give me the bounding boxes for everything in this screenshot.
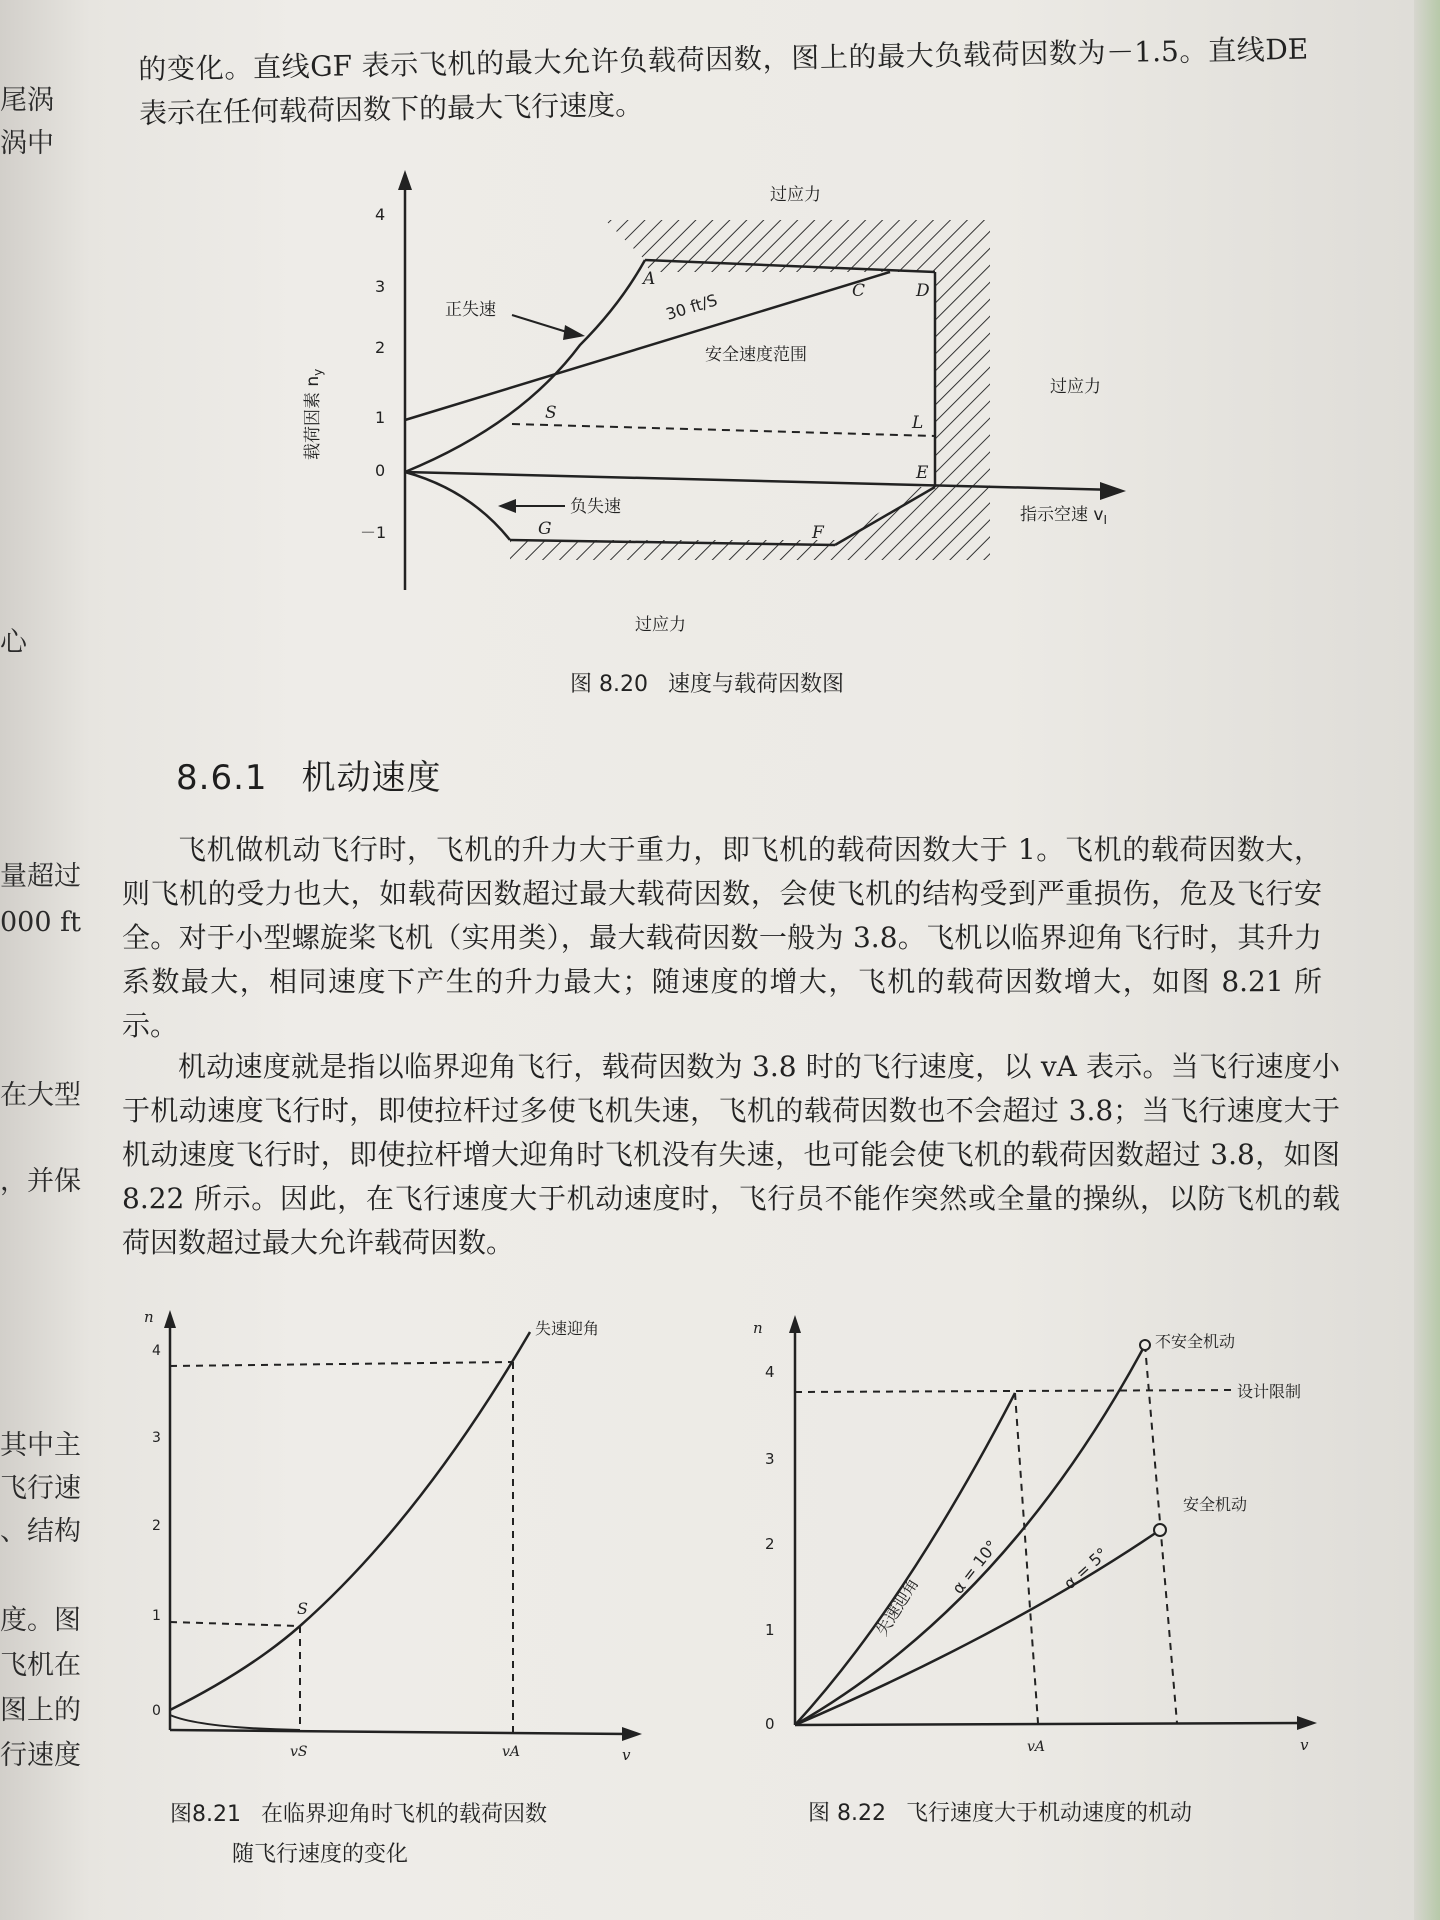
- y-tick: 3: [375, 277, 386, 296]
- load-4-dashed-line: [170, 1362, 513, 1366]
- margin-fragment: ，并保: [0, 1166, 81, 1197]
- paragraph-2: 机动速度就是指以临界迎角飞行，载荷因数为 3.8 时的飞行速度，以 vA 表示。当飞行速度小于机动速度飞行时，即使拉杆过多使飞机失速，飞机的载荷因数也不会超过 3.8；当飞行速度大于机动速度飞行时，即使拉杆增大迎角时飞机没有失速，也可能会使飞机的载荷因数超过 3.8，如图 8.22 所示。因此，在飞行速度大于机动速度时，飞行员不能作突然或全量的操纵，以防飞机的载荷因数超过最大允许载荷因数。: [122, 1050, 1340, 1259]
- alpha-10-curve: [795, 1345, 1145, 1725]
- svg-text:载荷因素 ny: 载荷因素 $n_y$: [303, 368, 325, 460]
- section-title: 机动速度: [301, 758, 442, 798]
- intro-paragraph: 的变化。直线GF 表示飞机的最大允许负载荷因数，图上的最大负载荷因数为－1.5。直线DE表示在任何载荷因数下的最大飞行速度。: [138, 32, 1309, 130]
- overstress-top-label: 过应力: [770, 185, 821, 205]
- y-axis-label: [303, 369, 325, 460]
- y-tick: 0: [375, 461, 386, 480]
- paragraph-1: 飞机做机动飞行时，飞机的升力大于重力，即飞机的载荷因数大于 1。飞机的载荷因数大，则飞机的受力也大，如载荷因数超过最大载荷因数，会使飞机的结构受到严重损伤，危及飞行安全。对于小型螺旋桨飞机（实用类），最大载荷因数一般为 3.8。飞机以临界迎角飞行时，其升力系数最大，相同速度下产生的升力最大；随速度的增大，飞机的载荷因数增大，如图 8.21 所示。: [122, 833, 1322, 1042]
- curve-label-alpha-10: α = 10°: [948, 1536, 1002, 1598]
- design-limit-line: [795, 1390, 1235, 1392]
- low-speed-curve: [170, 1715, 300, 1730]
- safe-region-label: 安全速度范围: [705, 345, 807, 365]
- positive-stall-arrowhead: [563, 325, 585, 340]
- point-label: A: [643, 269, 656, 289]
- figure-8-21: [140, 1300, 660, 1770]
- x-axis-label: v: [622, 1746, 631, 1764]
- x-axis-arrow: [622, 1727, 642, 1741]
- x-axis-label: 指示空速 $v_I$: [1020, 505, 1108, 527]
- y-tick: 0: [765, 1715, 775, 1733]
- gust-line-label: 30 ft/S: [663, 290, 720, 324]
- x-tick: vA: [502, 1744, 521, 1760]
- y-tick: 2: [375, 338, 386, 357]
- x-axis: [795, 1723, 1305, 1725]
- safe-maneuver-label: 安全机动: [1183, 1495, 1248, 1514]
- figure-8-20: [280, 160, 1140, 720]
- curve-label-stall: 失速迎角: [872, 1574, 923, 1640]
- y-tick: 1: [152, 1608, 161, 1624]
- margin-fragment: 涡中: [0, 128, 54, 159]
- point-label: D: [916, 281, 930, 301]
- x-axis: [405, 472, 1118, 490]
- y-axis-label: n: [753, 1319, 763, 1337]
- unsafe-maneuver-marker: [1140, 1340, 1150, 1350]
- design-limit-label: 设计限制: [1237, 1382, 1302, 1401]
- margin-fragment: 尾涡: [0, 85, 54, 116]
- stall-aoa-curve: [170, 1332, 530, 1710]
- margin-fragment: 、结构: [0, 1516, 81, 1547]
- y-tick: 2: [152, 1518, 161, 1534]
- point-label: S: [545, 403, 557, 423]
- y-tick: 1: [375, 408, 386, 427]
- y-axis-arrow: [164, 1310, 176, 1328]
- unsafe-maneuver-label: 不安全机动: [1155, 1332, 1236, 1351]
- margin-fragment: 飞行速: [0, 1473, 81, 1504]
- figure-8-22-caption: 图 8.22 飞行速度大于机动速度的机动: [808, 1801, 1192, 1826]
- negative-stall-label: 负失速: [570, 497, 621, 517]
- negative-stall-arrowhead: [498, 499, 516, 513]
- figure-8-20-caption: 图 8.20 速度与载荷因数图: [570, 672, 844, 697]
- figure-8-21-caption: 图8.21 在临界迎角时飞机的载荷因数 随飞行速度的变化: [170, 1802, 548, 1867]
- margin-fragment: 000 ft: [0, 907, 81, 938]
- margin-fragment: 心: [0, 627, 27, 658]
- y-tick: 4: [152, 1343, 161, 1359]
- safe-maneuver-marker: [1154, 1524, 1166, 1536]
- y-tick: 4: [375, 205, 386, 224]
- y-axis-arrow: [789, 1315, 801, 1333]
- y-axis-label: n: [144, 1308, 154, 1326]
- point-label: S: [297, 1599, 308, 1618]
- point-label: G: [538, 519, 552, 539]
- va-dashed-line: [1015, 1393, 1038, 1723]
- y-tick: 3: [152, 1430, 161, 1446]
- x-axis-arrow: [1100, 482, 1126, 500]
- y-tick: 1: [765, 1621, 775, 1639]
- figure-8-22: [745, 1305, 1345, 1775]
- y-tick: －1: [360, 523, 387, 542]
- section-heading: [176, 750, 442, 799]
- point-label: L: [912, 413, 924, 433]
- x-axis-arrow: [1297, 1716, 1317, 1730]
- point-label: F: [812, 523, 824, 543]
- x-axis-label: v: [1300, 1736, 1309, 1754]
- margin-fragment: 在大型: [0, 1080, 81, 1111]
- margin-fragment: 行速度: [0, 1740, 81, 1771]
- gust-line: [405, 272, 890, 420]
- point-label: E: [916, 463, 929, 483]
- line-sl: [512, 424, 935, 436]
- page-edge: [1414, 0, 1440, 1920]
- section-number: 8.6.1: [176, 758, 268, 798]
- margin-fragment: 图上的: [0, 1695, 81, 1726]
- negative-stall-curve: [405, 472, 510, 540]
- margin-fragment: 飞机在: [0, 1650, 81, 1681]
- overstress-bottom-label: 过应力: [635, 615, 686, 635]
- y-tick: 3: [765, 1450, 775, 1468]
- x-tick: vS: [290, 1744, 308, 1760]
- positive-stall-label: 正失速: [445, 300, 496, 320]
- y-tick: 2: [765, 1535, 775, 1553]
- curve-label: 失速迎角: [535, 1319, 600, 1338]
- positive-stall-curve: [405, 260, 645, 472]
- margin-fragment: 量超过: [0, 861, 81, 892]
- load-1-dashed-line: [170, 1622, 300, 1626]
- positive-stall-arrow: [512, 315, 570, 333]
- margin-fragment: 其中主: [0, 1430, 81, 1461]
- curve-label-alpha-5: α = 5°: [1059, 1543, 1112, 1593]
- x-axis: [170, 1730, 630, 1734]
- margin-fragment: 度。图: [0, 1605, 81, 1636]
- y-tick: 0: [152, 1703, 161, 1719]
- overstress-right-label: 过应力: [1050, 377, 1101, 397]
- left-page-margin: [0, 0, 108, 1920]
- y-tick: 4: [765, 1363, 775, 1381]
- y-axis-arrow: [398, 170, 412, 190]
- x-tick: vA: [1027, 1739, 1046, 1755]
- point-label: C: [852, 281, 866, 301]
